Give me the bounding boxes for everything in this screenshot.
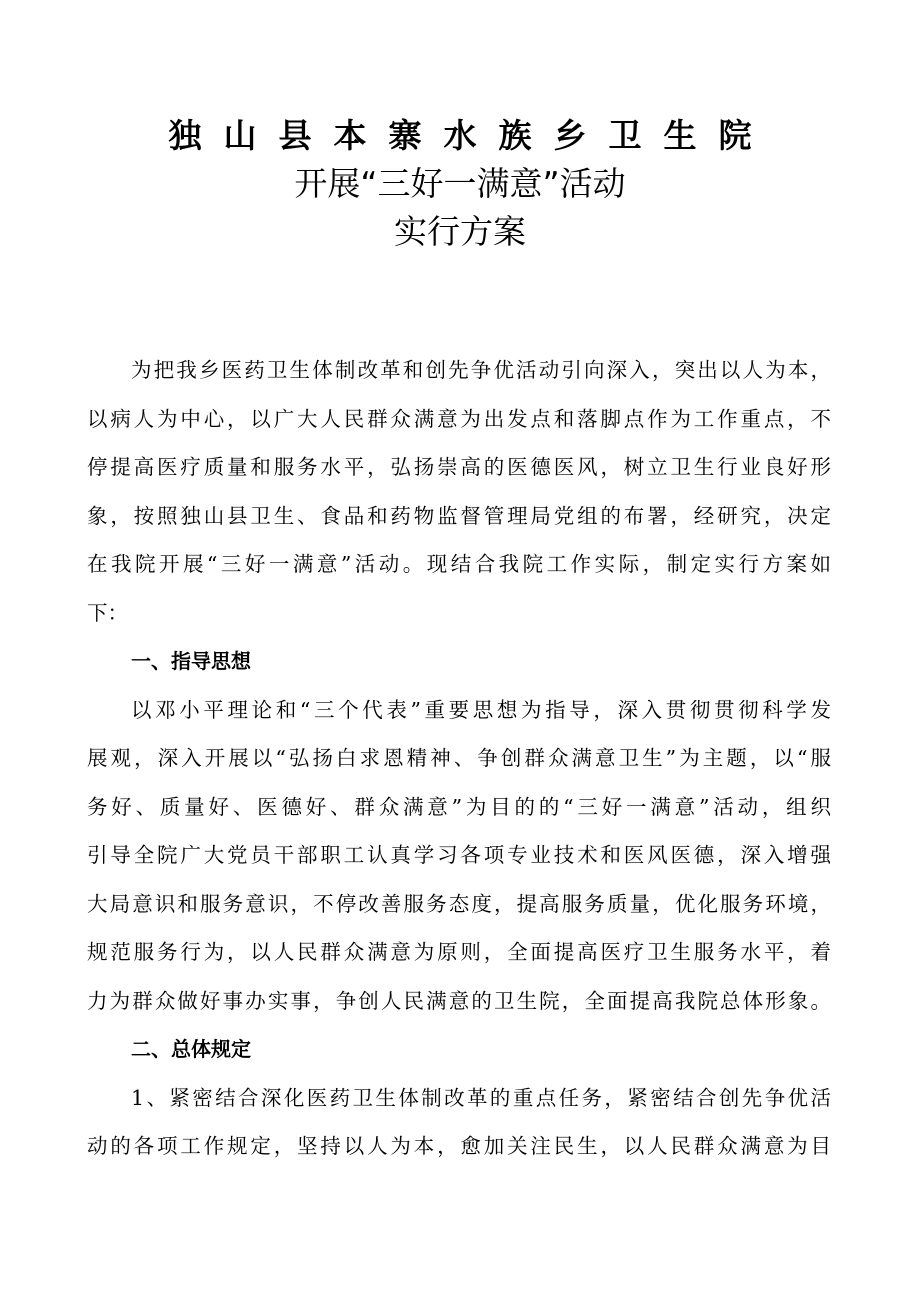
section1-line: 以邓小平理论和“三个代表”重要思想为指导，深入贯彻贯彻科学发 (131, 697, 831, 722)
intro-line: 下： (87, 600, 128, 625)
section1-line: 引导全院广大党员干部职工认真学习各项专业技术和医风医德，深入增强 (87, 843, 831, 867)
section-heading-general-provisions: 二、总体规定 (131, 1037, 251, 1061)
intro-line: 停提高医疗质量和服务水平，弘扬崇高的医德医风，树立卫生行业良好形 (87, 455, 831, 479)
intro-line: 在我院开展“三好一满意”活动。现结合我院工作实际，制定实行方案如 (87, 552, 831, 576)
section1-line: 展观，深入开展以“弘扬白求恩精神、争创群众满意卫生”为主题，以“服 (87, 746, 831, 770)
section1-line: 大局意识和服务意识，不停改善服务态度，提高服务质量，优化服务环境， (87, 891, 831, 916)
section1-line: 规范服务行为，以人民群众满意为原则，全面提高医疗卫生服务水平，着 (87, 940, 831, 964)
intro-line: 象，按照独山县卫生、食品和药物监督管理局党组的布署，经研究，决定 (87, 503, 831, 528)
section1-line: 务好、质量好、医德好、群众满意”为目的的“三好一满意”活动，组织 (87, 794, 831, 819)
title-line-plan: 实行方案 (394, 212, 526, 251)
section2-line: 动的各项工作规定，坚持以人为本，愈加关注民生，以人民群众满意为目 (87, 1134, 831, 1158)
section1-line: 力为群众做好事办实事，争创人民满意的卫生院，全面提高我院总体形象。 (87, 988, 831, 1013)
title-line-activity: 开展“三好一满意”活动 (294, 164, 626, 203)
section2-line: 1、紧密结合深化医药卫生体制改革的重点任务，紧密结合创先争优活 (131, 1085, 831, 1110)
intro-line: 为把我乡医药卫生体制改革和创先争优活动引向深入，突出以人为本， (131, 358, 831, 382)
document-title (0, 112, 920, 256)
document-body (87, 346, 831, 1171)
section-heading-guiding-ideology: 一、指导思想 (131, 649, 251, 673)
title-line-organization: 独山县本寨水族乡卫生院 (168, 116, 774, 155)
intro-line: 以病人为中心，以广大人民群众满意为出发点和落脚点作为工作重点，不 (87, 406, 831, 431)
